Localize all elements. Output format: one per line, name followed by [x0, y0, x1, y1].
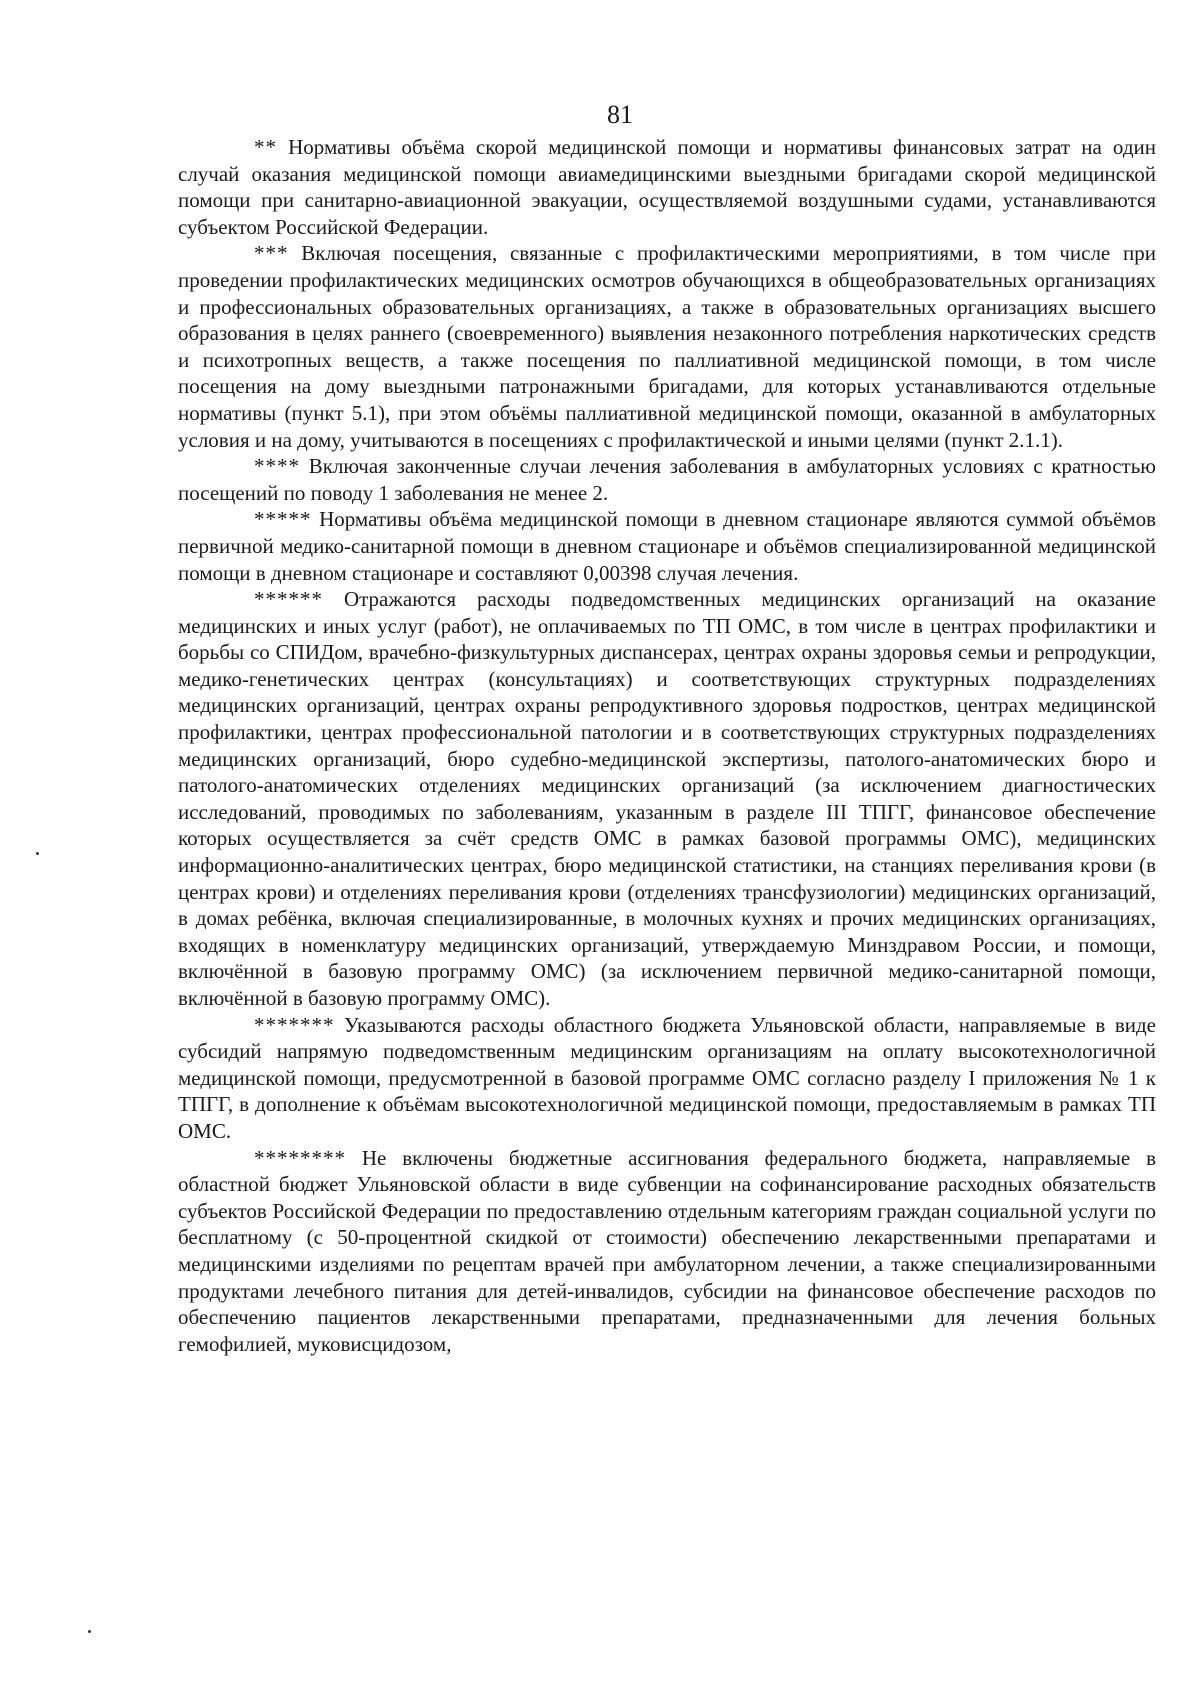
footnote-8-stars [178, 1145, 1156, 1358]
footnote-text: Не включены бюджетные ассигнования федерального бюджета, направляемые в областной бюджет Ульяновской области в виде субвенции на софинансирование расходных обязательств субъектов Российской Федерации по предоставлению отдельным категориям граждан социальной услуги по бесплатному (с 50-процентной скидкой от стоимости) обеспечению лекарственными препаратами и медицинскими изделиями по рецептам врачей при амбулаторном лечении, а также специализированными продуктами лечебного питания для детей-инвалидов, субсидии на финансовое обеспечение расходов по обеспечению пациентов лекарственными препаратами, предназначенными для лечения больных гемофилией, муковисцидозом, [178, 1145, 1156, 1356]
footnote-7-stars [178, 1012, 1156, 1145]
footnote-3-stars [178, 240, 1156, 453]
footnote-text: Указываются расходы областного бюджета Ульяновской области, направляемые в виде субсидий напрямую подведомственным медицинским организациям на оплату высокотехнологичной медицинской помощи, предусмотренной в базовой программе ОМС согласно разделу I приложения № 1 к ТПГГ, в дополнение к объёмам высокотехнологичной медицинской помощи, предоставляемым в рамках ТП ОМС. [178, 1012, 1156, 1143]
footnote-text: Отражаются расходы подведомственных медицинских организаций на оказание медицинских и иных услуг (работ), не оплачиваемых по ТП ОМС, в том числе в центрах профилактики и борьбы со СПИДом, врачебно-физкультурных диспансерах, центрах охраны здоровья семьи и репродукции, медико-генетических центрах (консультациях) и соответствующих структурных подразделениях медицинских организаций, центрах охраны репродуктивного здоровья подростков, центрах медицинской профилактики, центрах профессиональной патологии и в соответствующих структурных подразделениях медицинских организаций, бюро судебно-медицинской экспертизы, патолого-анатомических бюро и патолого-анатомических отделениях медицинских организаций (за исключением диагностических исследований, проводимых по заболеваниям, указанным в разделе III ТПГГ, финансовое обеспечение которых осуществляется за счёт средств ОМС в рамках базовой программы ОМС), медицинских информационно-аналитических центрах, бюро медицинской статистики, на станциях переливания крови (в центрах крови) и отделениях переливания крови (отделениях трансфузиологии) медицинских организаций, в домах ребёнка, включая специализированные, в молочных кухнях и прочих медицинских организациях, входящих в номенклатуру медицинских организаций, утверждаемую Минздравом России, и помощи, включённой в базовую программу ОМС) (за исключением первичной медико-санитарной помощи, включённой в базовую программу ОМС). [178, 587, 1156, 1010]
footnote-text: Включая посещения, связанные с профилактическими мероприятиями, в том числе при проведении профилактических медицинских осмотров обучающихся в общеобразовательных организациях и профессиональных образовательных организациях, а также в образовательных организациях высшего образования в целях раннего (своевременного) выявления незаконного потребления наркотических средств и психотропных веществ, а также посещения по паллиативной медицинской помощи, в том числе посещения на дому выездными патронажными бригадами, для которых устанавливаются отдельные нормативы (пункт 5.1), при этом объёмы паллиативной медицинской помощи, оказанной в амбулаторных условия и на дому, учитываются в посещениях с профилактической и иными целями (пункт 2.1.1). [178, 241, 1156, 452]
footnote-text: Включая законченные случаи лечения заболевания в амбулаторных условиях с кратностью посещений по поводу 1 заболевания не менее 2. [178, 454, 1156, 505]
footnote-marker: ******* [254, 1012, 335, 1037]
footnote-marker: ******** [254, 1145, 346, 1170]
footnotes-body [178, 134, 1156, 1357]
footnote-5-stars [178, 506, 1156, 586]
footnote-marker: ** [254, 135, 277, 159]
footnote-marker: ***** [254, 507, 312, 532]
footnote-marker: *** [254, 241, 289, 266]
footnote-6-stars [178, 586, 1156, 1012]
footnote-text: Нормативы объёма медицинской помощи в дневном стационаре являются суммой объёмов первичной медико-санитарной помощи в дневном стационаре и объёмов специализированной медицинской помощи в дневном стационаре и составляют 0,00398 случая лечения. [178, 507, 1156, 585]
footnote-marker: **** [254, 454, 300, 479]
footnote-text: Нормативы объёма скорой медицинской помощи и нормативы финансовых затрат на один случай оказания медицинской помощи авиамедицинскими выездными бригадами скорой медицинской помощи при санитарно-авиационной эвакуации, осуществляемой воздушными судами, устанавливаются субъектом Российской Федерации. [178, 135, 1156, 239]
footnote-4-stars [178, 453, 1156, 506]
scan-speck [36, 852, 39, 855]
page-number: 81 [607, 100, 633, 129]
footnote-2-stars [178, 134, 1156, 240]
scan-speck [88, 1630, 91, 1633]
footnote-marker: ****** [254, 587, 323, 612]
